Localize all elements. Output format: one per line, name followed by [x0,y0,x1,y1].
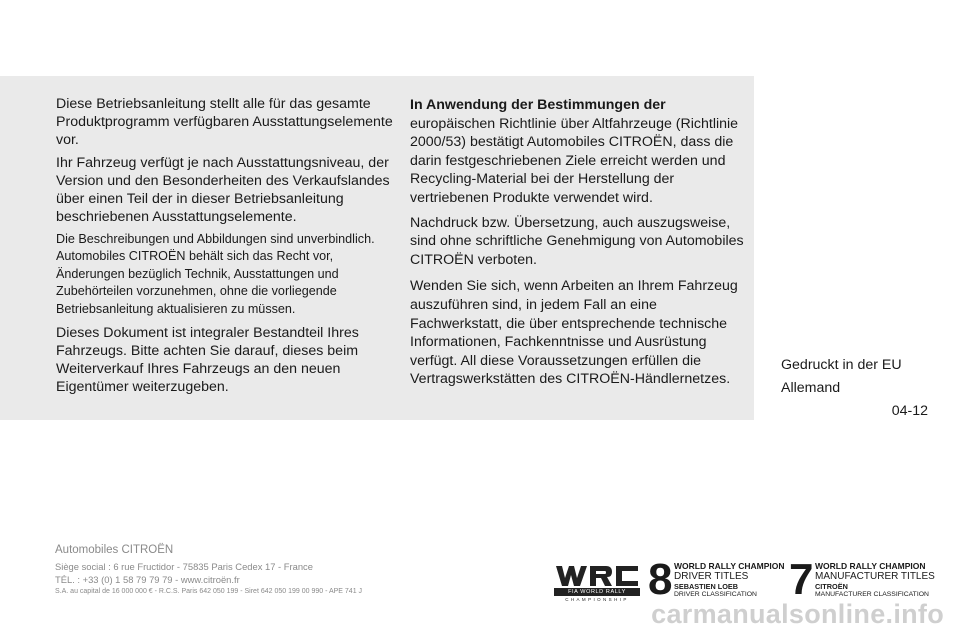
driver-classification: DRIVER CLASSIFICATION [674,591,757,598]
manufacturer-name: CITROËN [815,582,848,591]
print-info [781,356,902,402]
company-phone: TÉL. : +33 (0) 1 58 79 79 79 - www.citroën.fr [55,574,240,586]
wrc-band: FIA WORLD RALLY [554,588,640,596]
copyright-paragraph: Nachdruck bzw. Übersetzung, auch auszugsweise, sind ohne schriftliche Genehmigung von Automobiles CITROËN verboten. [410,214,744,268]
workshop-paragraph: Wenden Sie sich, wenn Arbeiten an Ihrem Fahrzeug auszuführen sind, in jedem Fall an eine Fachwerkstatt, die über entsprechende technische Informationen, Fachkenntnisse und Ausrüstung verfügt. All diese Voraussetzungen erfüllen die Vertragswerkstätten des CITROËN-Händlernetzes. [410,278,738,388]
equipment-paragraph: Ihr Fahrzeug verfügt je nach Ausstattungsniveau, der Version und den Besonderheiten des Verkaufslandes über einen Teil der in dieser Betriebsanleitung beschriebenen Ausstattungselemente. [56,155,390,225]
manufacturer-classification: MANUFACTURER CLASSIFICATION [815,591,929,598]
driver-titles-label: DRIVER TITLES [674,571,749,582]
left-column [56,95,398,401]
recycling-heading: In Anwendung der Bestimmungen der [410,97,666,113]
disclaimer-paragraph: Die Beschreibungen und Abbildungen sind unverbindlich. Automobiles CITROËN behält sich das Recht vor, Änderungen bezüglich Technik, Ausstattungen und Zubehörteilen vorzunehmen, ohne die vorliegende Betriebsanleitung aktualisieren zu müssen. [56,232,375,316]
printed-in: Gedruckt in der EU [781,357,902,373]
manufacturer-titles-label: MANUFACTURER TITLES [815,571,935,582]
manufacturer-champion-label: WORLD RALLY CHAMPION [815,561,926,571]
wrc-logo [554,562,640,602]
language: Allemand [781,380,841,396]
document-reference: 04-12 [891,403,928,419]
recycling-text: europäischen Richtlinie über Altfahrzeuge (Richtlinie 2000/53) bestätigt Automobiles CITROËN, dass die darin festgeschriebenen Ziele erreicht werden und Recycling-Material bei der Herstellung der vertriebenen Produkte verwendet wird. [410,115,739,206]
watermark: carmanualsonline.info [651,599,944,629]
manufacturer-title-count: 7 [789,555,814,604]
company-legal: S.A. au capital de 16 000 000 € - R.C.S. Paris 642 050 199 - Siret 642 050 199 00 990 - APE 741 J [55,588,363,596]
driver-name: SEBASTIEN LOEB [674,582,739,591]
driver-champion-label: WORLD RALLY CHAMPION [674,561,785,571]
resale-paragraph: Dieses Dokument ist integraler Bestandteil Ihres Fahrzeugs. Bitte achten Sie darauf, dieses beim Weiterverkauf Ihres Fahrzeugs an den neuen Eigentümer weiterzugeben. [56,325,359,396]
recycling-paragraph [410,96,746,208]
driver-title-count: 8 [648,555,673,604]
right-column [410,96,746,394]
intro-paragraph: Diese Betriebsanleitung stellt alle für das gesamte Produktprogramm verfügbaren Ausstattungselemente vor. [56,96,393,148]
wrc-subtitle: CHAMPIONSHIP [565,597,629,602]
company-name: Automobiles CITROËN [55,544,174,556]
company-address: Siège social : 6 rue Fructidor - 75835 Paris Cedex 17 - France [55,561,313,572]
footer-company-info [55,544,362,598]
wrc-logo-icon [554,562,640,602]
